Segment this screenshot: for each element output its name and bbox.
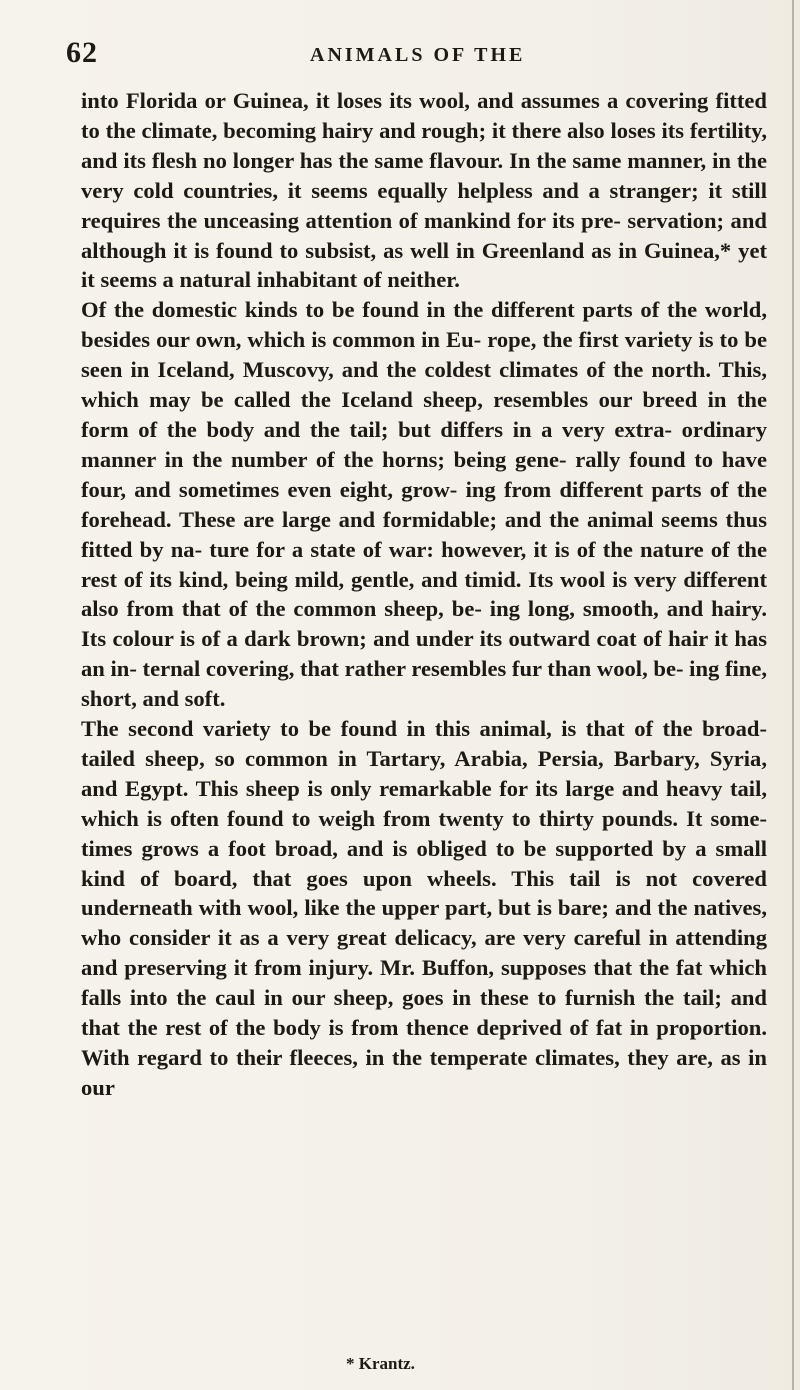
body-text: into Florida or Guinea, it loses its wool, and assumes a covering fitted to the climate, becoming hairy and rough; it there also loses its fertility, and its flesh no longer has the same flavour. In the same manner, in the very cold countries, it seems equally helpless and a stranger; it still requires the unceasing attention of mankind for its pre- servation; and although it is found to subsist, as well in Greenland as in Guinea,* yet it seems a natural inhabitant of neither. Of the domestic kinds to be found in the different parts of the world, besides our own, which is common in Eu- rope, the first variety is to be seen in Iceland, Muscovy, and the coldest climates of the north. This, which may be called the Iceland sheep, resembles our breed in the form of the body and the tail; but differs in a very extra- ordinary manner in the number of the horns; being gene- rally found to have four, and sometimes even eight, grow- ing from different parts of the forehead. These are large and formidable; and the animal seems thus fitted by na- ture for a state of war: however, it is of the nature of the rest of its kind, being mild, gentle, and timid. Its wool is very different also from that of the common sheep, be- ing long, smooth, and hairy. Its colour is of a dark brown; and under its outward coat of hair it has an in- ternal covering, that rather resembles fur than wool, be- ing fine, short, and soft. The second variety to be found in this animal, is that of the broad-tailed sheep, so common in Tartary, Arabia, Persia, Barbary, Syria, and Egypt. This sheep is only remarkable for its large and heavy tail, which is often found to weigh from twenty to thirty pounds. It some- times grows a foot broad, and is obliged to be supported by a small kind of board, that goes upon wheels. This tail is not covered underneath with wool, like the upper part, but is bare; and the natives, who consider it as a very great delicacy, are very careful in attending and preserving it from injury. Mr. Buffon, supposes that the fat which falls into the caul in our sheep, goes in these to furnish the tail; and that the rest of the body is from thence deprived of fat in proportion. With regard to their fleeces, in the temperate climates, they are, as in our: [81, 88, 767, 1100]
running-head: ANIMALS OF THE: [310, 44, 526, 66]
page-number: 62: [66, 36, 98, 69]
page-edge: [792, 0, 794, 1390]
footnote: * Krantz.: [346, 1354, 415, 1373]
page-header: [66, 36, 726, 76]
